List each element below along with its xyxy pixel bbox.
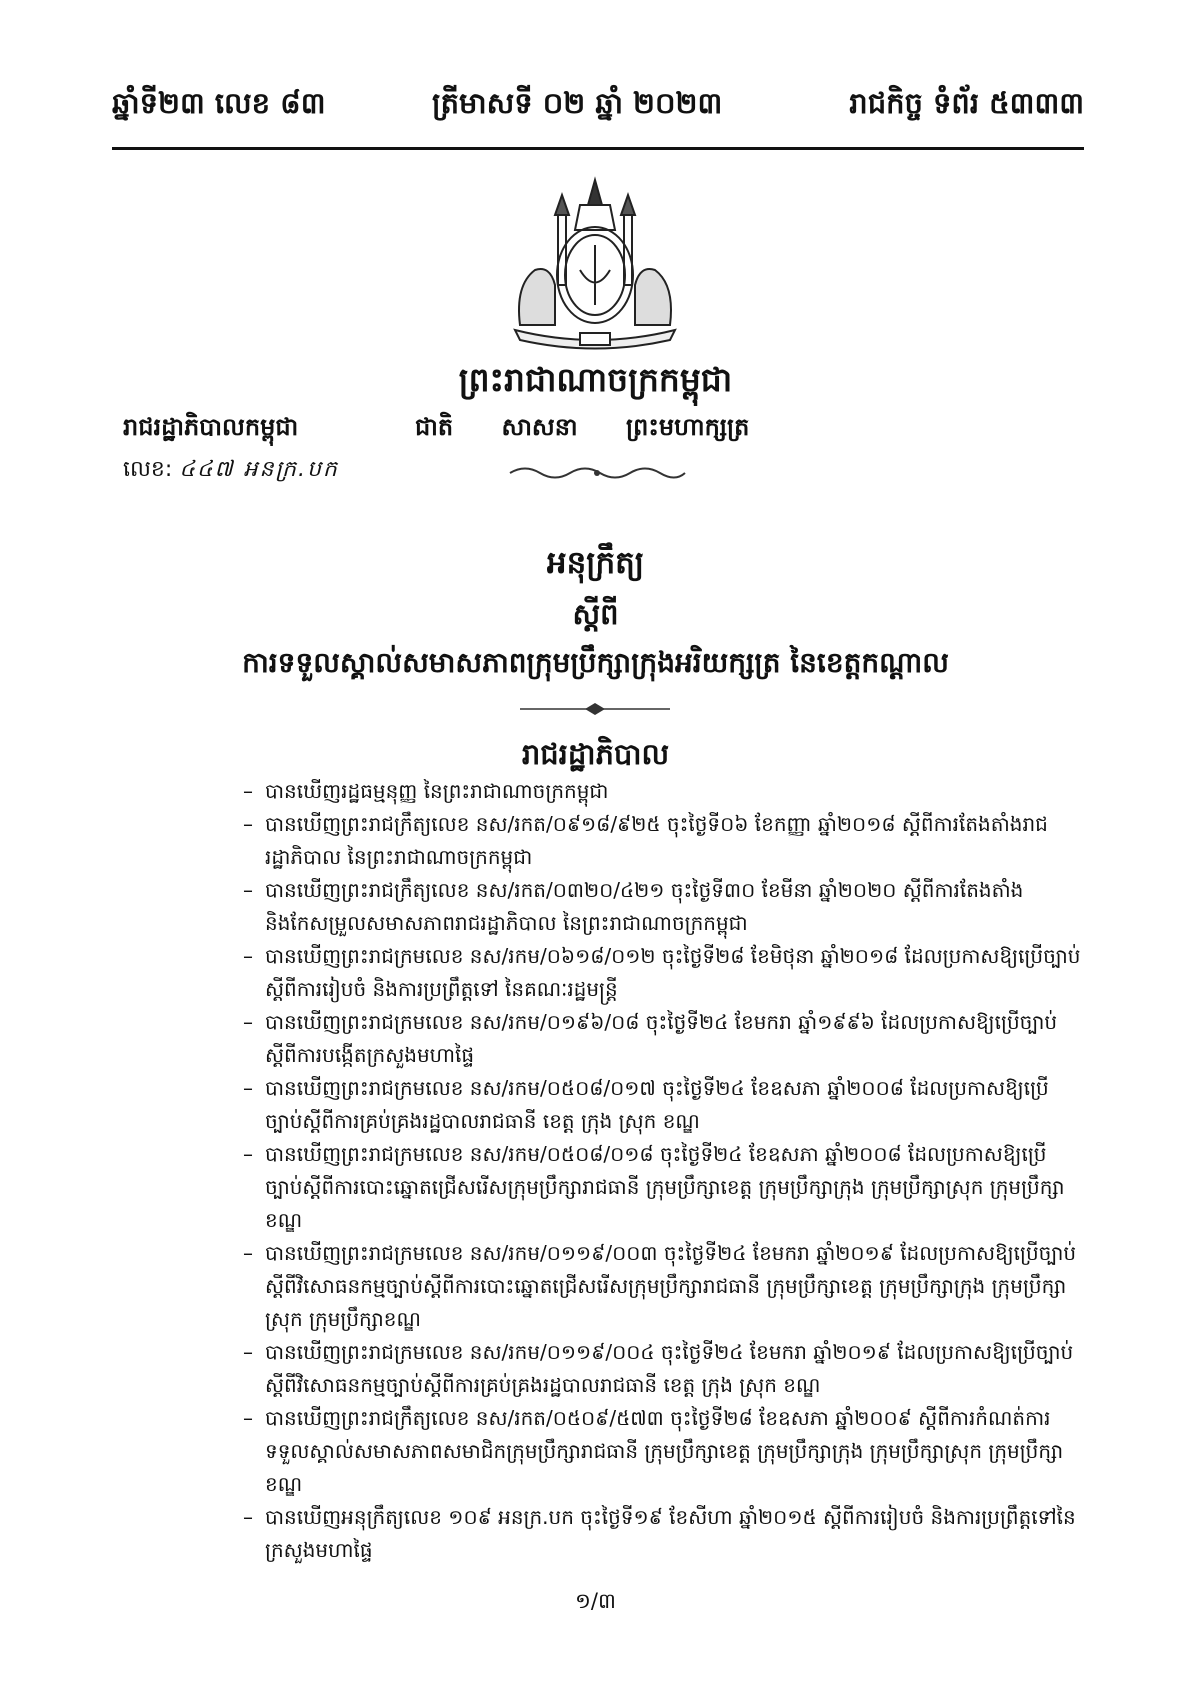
about-label: ស្តីពី <box>572 597 619 631</box>
list-item: – បានឃើញព្រះរាជក្រឹត្យលេខ នស/រកត/០៣២០/៤២១ ចុះថ្ងៃទី៣០ ខែមីនា ឆ្នាំ២០២០ ស្តីពីការតែងតាំង និងកែសម្រួលសមាសភាពរាជរដ្ឋាភិបាល នៃព្រះរាជាណាចក្រកម្ពុជា <box>243 874 1083 940</box>
header-divider <box>112 147 1084 150</box>
subject-ornament-icon <box>520 703 670 715</box>
list-item: – បានឃើញព្រះរាជក្រមលេខ នស/រកម/០១១៩/០០៣ ចុះថ្ងៃទី២៤ ខែមករា ឆ្នាំ២០១៩ ដែលប្រកាសឱ្យប្រើច្បាប់ស្តីពីវិសោធនកម្មច្បាប់ស្តីពីការបោះឆ្នោតជ្រើសរើសក្រុមប្រឹក្សារាជធានី ក្រុមប្រឹក្សាខេត្ត ក្រុមប្រឹក្សាក្រុង ក្រុមប្រឹក្សាស្រុក ក្រុមប្រឹក្សាខណ្ឌ <box>243 1237 1083 1336</box>
motto-nation: ជាតិ <box>415 413 454 441</box>
reference-number <box>123 455 339 487</box>
national-motto <box>415 412 789 447</box>
motto-king: ព្រះមហាក្សត្រ <box>625 413 750 441</box>
royal-coat-of-arms-icon <box>500 175 690 355</box>
list-item: – បានឃើញព្រះរាជក្រមលេខ នស/រកម/០១១៩/០០៤ ចុះថ្ងៃទី២៤ ខែមករា ឆ្នាំ២០១៩ ដែលប្រកាសឱ្យប្រើច្បាប់ស្តីពីវិសោធនកម្មច្បាប់ស្តីពីការគ្រប់គ្រងរដ្ឋបាលរាជធានី ខេត្ត ក្រុង ស្រុក ខណ្ឌ <box>243 1336 1083 1402</box>
reference-handwritten-number: ៤៤៧ អនក្រ.បក <box>179 457 339 482</box>
list-item: – បានឃើញព្រះរាជក្រមលេខ នស/រកម/០៥០៨/០១៧ ចុះថ្ងៃទី២៤ ខែឧសភា ឆ្នាំ២០០៨ ដែលប្រកាសឱ្យប្រើច្បាប់ស្តីពីការគ្រប់គ្រងរដ្ឋបាលរាជធានី ខេត្ត ក្រុង ស្រុក ខណ្ឌ <box>243 1072 1083 1138</box>
list-item: – បានឃើញរដ្ឋធម្មនុញ្ញ នៃព្រះរាជាណាចក្រកម្ពុជា <box>243 775 1083 808</box>
list-item: – បានឃើញអនុក្រឹត្យលេខ ១០៩ អនក្រ.បក ចុះថ្ងៃទី១៩ ខែសីហា ឆ្នាំ២០១៥ ស្តីពីការរៀបចំ និងការប្រព្រឹត្តទៅនៃក្រសួងមហាផ្ទៃ <box>243 1501 1083 1567</box>
kingdom-title: ព្រះរាជាណាចក្រកម្ពុជា <box>458 360 733 399</box>
issuing-authority: រាជរដ្ឋាភិបាល <box>521 737 670 771</box>
gazette-year-issue: ឆ្នាំទី២៣ លេខ ៨៣ <box>112 86 326 120</box>
gazette-page: រាជកិច្ច ទំព័រ ៥៣៣៣ <box>849 86 1084 120</box>
gazette-quarter: ត្រីមាសទី ០២ ឆ្នាំ ២០២៣ <box>432 86 723 120</box>
motto-ornament-icon <box>505 464 690 482</box>
document-type: អនុក្រឹត្យ <box>546 545 645 581</box>
reference-prefix: លេខ: <box>123 457 173 482</box>
motto-religion: សាសនា <box>501 413 578 441</box>
page-number: ១/៣ <box>575 1589 616 1613</box>
document-subject: ការទទួលស្គាល់សមាសភាពក្រុមប្រឹក្សាក្រុងអរិយក្សត្រ នៃខេត្តកណ្ដាល <box>242 646 949 679</box>
list-item: – បានឃើញព្រះរាជក្រមលេខ នស/រកម/០៥០៨/០១៨ ចុះថ្ងៃទី២៤ ខែឧសភា ឆ្នាំ២០០៨ ដែលប្រកាសឱ្យប្រើច្បាប់ស្តីពីការបោះឆ្នោតជ្រើសរើសក្រុមប្រឹក្សារាជធានី ក្រុមប្រឹក្សាខេត្ត ក្រុមប្រឹក្សាក្រុង ក្រុមប្រឹក្សាស្រុក ក្រុមប្រឹក្សាខណ្ឌ <box>243 1138 1083 1237</box>
gazette-header <box>112 86 1084 136</box>
preamble-clauses <box>243 775 1083 1567</box>
list-item: – បានឃើញព្រះរាជក្រមលេខ នស/រកម/០៦១៨/០១២ ចុះថ្ងៃទី២៨ ខែមិថុនា ឆ្នាំ២០១៨ ដែលប្រកាសឱ្យប្រើច្បាប់ស្តីពីការរៀបចំ និងការប្រព្រឹត្តទៅ នៃគណៈរដ្ឋមន្ត្រី <box>243 940 1083 1006</box>
list-item: – បានឃើញព្រះរាជក្រឹត្យលេខ នស/រកត/០៩១៨/៩២៥ ចុះថ្ងៃទី០៦ ខែកញ្ញា ឆ្នាំ២០១៨ ស្តីពីការតែងតាំងរាជរដ្ឋាភិបាល នៃព្រះរាជាណាចក្រកម្ពុជា <box>243 808 1083 874</box>
list-item: – បានឃើញព្រះរាជក្រមលេខ នស/រកម/០១៩៦/០៨ ចុះថ្ងៃទី២៤ ខែមករា ឆ្នាំ១៩៩៦ ដែលប្រកាសឱ្យប្រើច្បាប់ស្តីពីការបង្កើតក្រសួងមហាផ្ទៃ <box>243 1006 1083 1072</box>
issuing-government: រាជរដ្ឋាភិបាលកម្ពុជា <box>123 413 299 441</box>
list-item: – បានឃើញព្រះរាជក្រឹត្យលេខ នស/រកត/០៥០៩/៥៧៣ ចុះថ្ងៃទី២៨ ខែឧសភា ឆ្នាំ២០០៩ ស្តីពីការកំណត់ការទទួលស្គាល់សមាសភាពសមាជិកក្រុមប្រឹក្សារាជធានី ក្រុមប្រឹក្សាខេត្ត ក្រុមប្រឹក្សាក្រុង ក្រុមប្រឹក្សាស្រុក ក្រុមប្រឹក្សាខណ្ឌ <box>243 1402 1083 1501</box>
